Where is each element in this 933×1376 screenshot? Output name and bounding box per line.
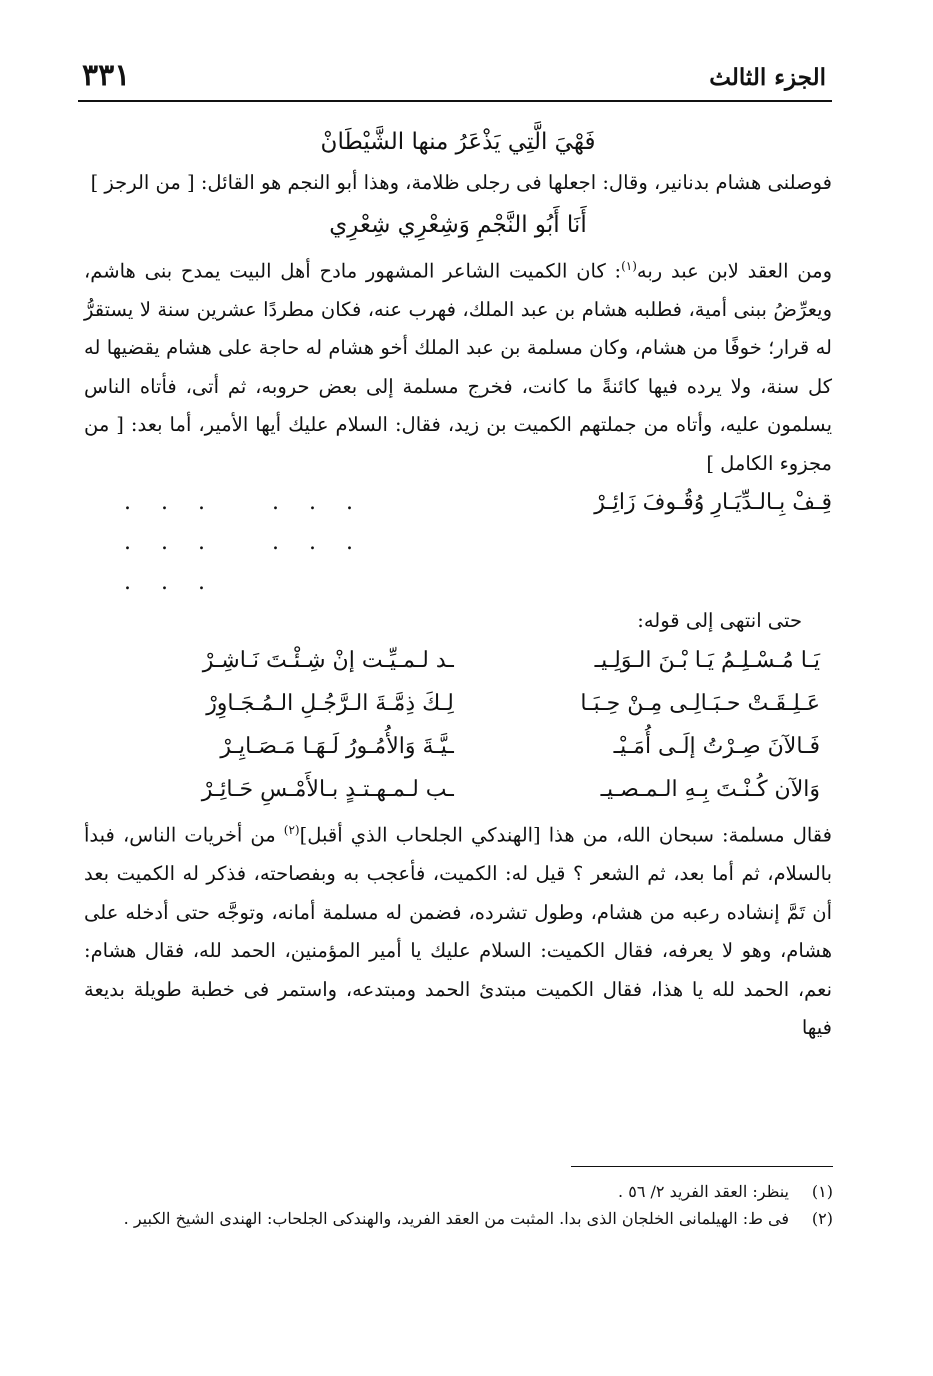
verse-line: [84, 483, 832, 603]
hemistich: لِـكَ ذِمَّـةَ الـرَّجُـلِ الـمُـجَـاوِرْ: [206, 691, 454, 716]
footnote-divider: [571, 1166, 833, 1167]
main-text: [84, 120, 832, 1048]
hemistich: ـب لـمـهـتـدٍ بـالأَمْـسِ حَـائِـرْ: [201, 777, 454, 802]
footnote-ref: (٢): [283, 823, 300, 837]
footnote-text: فى ط: الهيلمانى الخلجان الذى بدا. المثبت من العقد الفريد، والهندكى الجلحاب: الهندى الشيخ الكبير .: [123, 1209, 789, 1228]
hemistich: يَـا مُـسْـلِـمُ يَـا بْـنَ الـوَلِـيـ: [594, 648, 820, 673]
footnote: [103, 1205, 833, 1232]
couplet: [84, 725, 832, 768]
verse-line: أَنَا أَبُو النَّجْمِ وَشِعْرِي شِعْرِي: [329, 211, 587, 238]
hemistich: ـيَّـةَ وَالأُمُـورُ لَـهَـا مَـصَـايِـرْ: [220, 734, 454, 759]
hemistich: ـد لـمـيِّـت إنْ شِـئْـتَ نَـاشِـرْ: [202, 648, 454, 673]
page-header: [78, 56, 832, 102]
paragraph-text: من أخريات الناس، فبدأ بالسلام، ثم أما بعد، ثم الشعر ؟ قيل له: الكميت، فأعجب به وبفصاحته، فذكر له الكميت بعد أن تَمَّ إنشاده رعبه من هشام، وطول تشرده، فضمن له مسلمة أمانه، وتوجَّه حتى أدخله على هشام، وهو لا يعرفه، فقال الكميت: السلام عليك يا أمير المؤمنين، الحمد لله، فقال هشام: نعم، الحمد لله يا هذا، فقال الكميت مبتدئ الحمد ومبتدعه، واستمر فى خطبة طويلة بديعة فيها: [84, 823, 832, 1039]
couplet: [84, 682, 832, 725]
paragraph: [84, 811, 832, 1048]
footnote: [103, 1178, 833, 1205]
footnote-number: (١): [811, 1182, 833, 1201]
verse-line: فَهْيَ الَّتِي يَذْعَرُ منها الشَّيْطَانْ: [320, 129, 596, 155]
paragraph-text: فقال مسلمة: سبحان الله، من هذا [الهندكي الجلحاب الذي أقبل]: [299, 823, 832, 847]
hemistich: عَـلِـقَـتْ حـبَـالِـى مِـنْ حِـبَـا: [580, 691, 820, 716]
paragraph-text: : كان الكميت الشاعر المشهور مادح أهل البيت يمدح بنى هاشم، ويعرِّضُ ببنى أمية، فطلبه هشام بن عبد الملك، فهرب عنه، فكان مطردًا عشرين سنة لا يستقرُّ له قرار؛ خوفًا من هشام، وكان مسلمة بن عبد الملك أخو هشام له حاجة على هشام يقضيها له كل سنة، ولا يرده فيها كائنةً ما كانت، فخرج مسلمة إلى بعض حروبه، ثم أتى، فأتاه الناس يسلمون عليه، وأتاه من جملتهم الكميت بن زيد، فقال: السلام عليك أيها الأمير، أما بعد: [ من مجزوء الكامل ]: [84, 259, 832, 475]
verse-intro: حتى انتهى إلى قوله:: [637, 609, 802, 632]
paragraph: فوصلنى هشام بدنانير، وقال: اجعلها فى رجلى ظلامة، وهذا أبو النجم هو القائل: [ من الرجز ]: [90, 171, 832, 194]
footnotes: [103, 1178, 833, 1232]
footnote-text: ينظر: العقد الفريد ٢/ ٥٦ .: [618, 1182, 789, 1201]
paragraph: [84, 247, 832, 484]
footnote-ref: (١): [621, 258, 637, 273]
hemistich: قِـفْ بِـالـدِّيَـارِ وُقُـوفَ زَائِـرْ: [594, 490, 832, 515]
couplet: [84, 639, 832, 682]
couplet: [84, 768, 832, 811]
paragraph-text: ومن العقد لابن عبد ربه: [636, 259, 832, 282]
hemistich: وَالآن كُـنْـتَ بِـهِ الـمـصـيـ: [600, 777, 820, 802]
footnote-number: (٢): [811, 1209, 833, 1228]
page-number: ٣٣١: [82, 58, 131, 93]
ellipsis: ... ... ... ... ...: [124, 490, 383, 595]
hemistich: فَـالآنَ صِـرْتُ إلَـى أُمَـيْـ: [613, 734, 820, 759]
running-title: الجزء الثالث: [709, 64, 826, 91]
